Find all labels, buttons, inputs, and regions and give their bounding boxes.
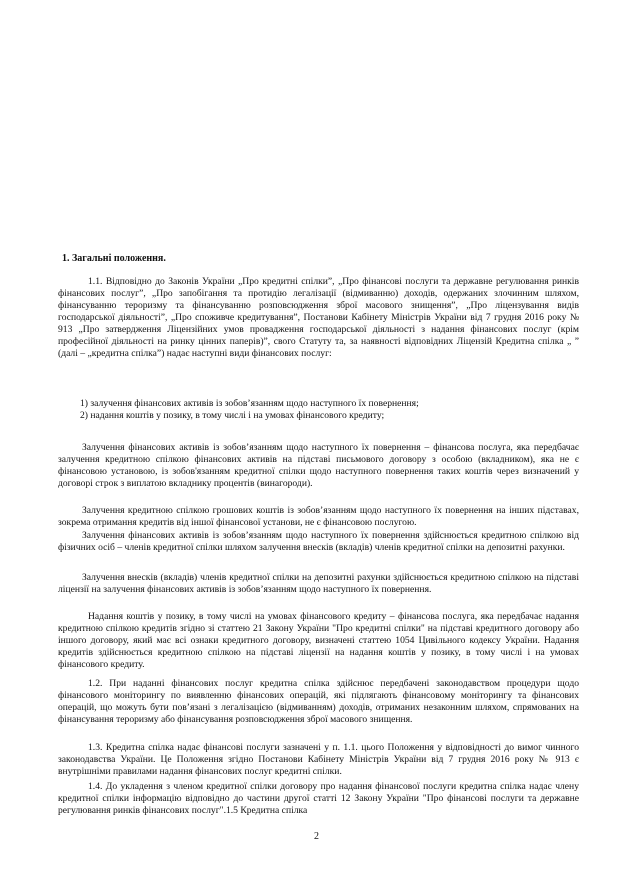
paragraph-1-3-text: 1.3. Кредитна спілка надає фінансові послуги зазначені у п. 1.1. цього Положення у відповідності до вимог чинного законодавства України. Це Положення згідно Постанови Кабінету Міністрів України від 7 грудня 2016 року № 913 є внутрішніми правилами надання фінансових послуг кредитні спілки. xyxy=(58,742,579,777)
paragraph-1-4 xyxy=(58,781,579,817)
paragraph-1-2 xyxy=(58,678,579,726)
list-item-2: 2) надання коштів у позику, в тому числі і на умовах фінансового кредиту; xyxy=(80,410,385,421)
paragraph-zaluchennya-text: Залучення фінансових активів із зобов’язанням щодо наступного їх повернення – фінансова послуга, яка передбачає залучення кредитною спілкою фінансових активів на підставі письмового договору з особою (вкладником), яка не є фінансовою установою, із зобов'язанням кредитної спілки щодо наступного повернення таких коштів через визначений у договорі строк з виплатою вкладнику процентів (винагороди). xyxy=(58,442,579,489)
paragraph-1-3 xyxy=(58,742,579,778)
paragraph-1-4-text: 1.4. До укладення з членом кредитної спілки договору про надання фінансової послуги кредитна спілка надає члену кредитної спілки інформацію відповідно до частини другої статті 12 Закону України "Про фінансові послуги та державне регулювання ринків фінансових послуг".1.5 Кредитна спілка xyxy=(58,781,579,816)
paragraph-1-1 xyxy=(58,276,579,360)
paragraph-1-2-text: 1.2. При наданні фінансових послуг кредитна спілка здійснює передбачені законодавством процедури щодо фінансового моніторингу по виявленню фінансових операцій, які підлягають фінансовому моніторингу та фінансових операцій, що можуть бути пов’язані з легалізацією (відмиванням) доходів, отриманих незаконним шляхом, спрямованих на фінансування тероризму або фінансування розповсюдження зброї масового знищення. xyxy=(58,678,579,725)
paragraph-zaluchennya xyxy=(58,442,579,490)
paragraph-nadannya-text: Надання коштів у позику, в тому числі на умовах фінансового кредиту – фінансова послуга, яка передбачає надання кредитною спілкою кредитів згідно зі статтею 21 Закону України "Про кредитні спілки" на підставі кредитного договору або іншого договору, який має всі ознаки кредитного договору, визначені статтею 1054 Цивільного кодексу України. Надання кредитів здійснюється кредитною спілкою на підставі ліцензії на надання коштів у позику, в тому числі і на умовах фінансового кредиту. xyxy=(58,611,579,670)
paragraph-zaluchennya-3-text: Залучення фінансових активів із зобов’язанням щодо наступного їх повернення здійснюється кредитною спілкою від фізичних осіб – членів кредитної спілки шляхом залучення внесків (вкладів) членів кредитної спілки на депозитні рахунки. xyxy=(58,530,579,553)
services-list xyxy=(58,398,579,422)
paragraph-zaluchennya-2-text: Залучення кредитною спілкою грошових коштів із зобов’язанням щодо наступного їх повернення на інших підставах, зокрема отримання кредитів від іншої фінансової установи, не є фінансовою послугою. xyxy=(58,505,579,528)
section-heading: 1. Загальні положення. xyxy=(62,253,166,264)
paragraph-zaluchennya-3 xyxy=(58,530,579,554)
list-item-1: 1) залучення фінансових активів із зобов’язанням щодо наступного їх повернення; xyxy=(80,398,419,409)
paragraph-nadannya xyxy=(58,611,579,671)
page-number: 2 xyxy=(314,831,319,842)
paragraph-zaluchennya-4-text: Залучення внесків (вкладів) членів кредитної спілки на депозитні рахунки здійснюється кредитною спілкою на підставі ліцензії на залучення фінансових активів із зобов’язанням щодо наступного їх повернення. xyxy=(58,572,579,595)
paragraph-1-1-text: 1.1. Відповідно до Законів України „Про кредитні спілки”, „Про фінансові послуги та державне регулювання ринків фінансових послуг”, „Про запобігання та протидію легалізації (відмиванню) доходів, одержаних злочинним шляхом, фінансуванню тероризму та фінансуванню розповсюдження зброї масового знищення”, „Про ліцензування видів господарської діяльності”, „Про споживче кредитування”, Постанови Кабінету Міністрів України від 7 грудня 2016 року № 913 „Про затвердження Ліцензійних умов провадження господарської діяльності з надання фінансових послуг (крім професійної діяльності на ринку цінних паперів)”, свого Статуту та, за наявності відповідних Ліцензій Кредитна спілка „ ” (далі – „кредитна спілка”) надає наступні види фінансових послуг: xyxy=(58,276,579,359)
paragraph-zaluchennya-2 xyxy=(58,505,579,529)
paragraph-zaluchennya-4 xyxy=(58,572,579,596)
